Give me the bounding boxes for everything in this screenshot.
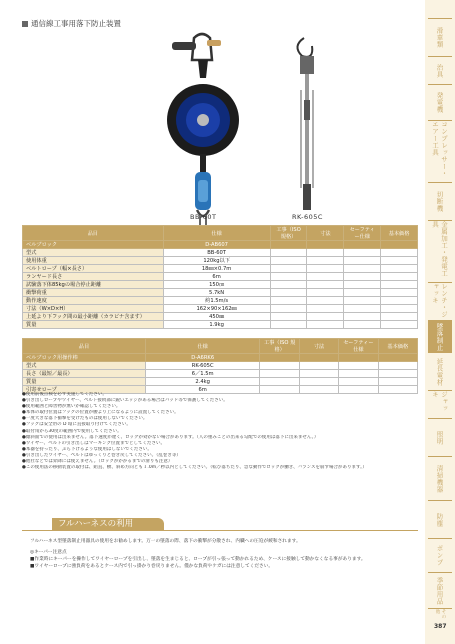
- table-subheader-row: [23, 354, 418, 362]
- spec-label: 引寄せロープ: [23, 386, 146, 394]
- side-index-tabs: [425, 0, 455, 644]
- table-row: [23, 265, 418, 273]
- tab-pumps[interactable]: [428, 538, 452, 572]
- table-header-cell: 寸法: [299, 339, 338, 354]
- banner-title: フルハーネスの利用: [52, 518, 164, 531]
- spec-label: 動作速度: [23, 297, 164, 305]
- spec-value: 約1.5m/s: [163, 297, 270, 305]
- table-subheader-row: [23, 241, 418, 249]
- product-code: D-AB607: [163, 241, 270, 249]
- body-line: フルハーネス型墜落制止用器具の使用をお勧めします。万一の墜落の際、落下の衝撃が分散され、内臓への圧迫が緩和されます。: [30, 539, 301, 544]
- tab-label: 発電機: [435, 92, 444, 113]
- table-row: [23, 281, 418, 289]
- product-code: D-A6RK6: [145, 354, 260, 362]
- spec-value: 450㎜: [163, 313, 270, 321]
- tab-metal-tools[interactable]: [428, 220, 452, 282]
- tab-label: 延長電材: [435, 357, 444, 386]
- tab-jacks[interactable]: [428, 390, 452, 418]
- spec-value: 18㎜×0.7m: [163, 265, 270, 273]
- tab-label: ポンプ: [435, 545, 444, 566]
- tab-cleaning[interactable]: [428, 456, 452, 500]
- spec-value: 5.7kN: [163, 289, 270, 297]
- table-row: [23, 297, 418, 305]
- tab-generators[interactable]: [428, 84, 452, 120]
- note-line: ●ワイヤー、ベルトの引き出しはマーキング位置までとしてください。: [22, 440, 165, 446]
- spec-label: 試験落下体85kgの場合停止距離: [23, 281, 164, 289]
- table-row: [23, 257, 418, 265]
- note-line: ●取付角から30度の範囲内で使用してください。: [22, 428, 122, 434]
- table-header-cell: 仕様: [145, 339, 260, 354]
- spec-value: 1.9kg: [163, 321, 270, 329]
- tab-label: 滑車類: [435, 27, 444, 48]
- spec-value: RK-605C: [145, 362, 260, 370]
- product-illustrations: [22, 30, 418, 225]
- spec-value: 150㎝: [163, 281, 270, 289]
- tab-other[interactable]: [428, 608, 452, 622]
- spec-value: 6m: [163, 273, 270, 281]
- full-harness-banner: [22, 518, 418, 531]
- table-header-cell: 寸法: [307, 226, 344, 241]
- note-line: ●本器を持ったり、ぶら下げるような使用はしないでください。: [22, 446, 152, 452]
- spec-table-bb60t: [22, 225, 418, 329]
- spec-value: BB-60T: [163, 249, 270, 257]
- tab-label: ジャッキ: [431, 391, 448, 412]
- note-line: ●使用範囲と障害物が無いか確認してください。: [22, 404, 121, 410]
- table-header-cell: 工事（ISO 規格）: [270, 226, 307, 241]
- note-line: ●引き出したワイヤー、ベルトはゆっくりと巻き戻してください。（乱巻き等）: [22, 452, 181, 458]
- product-name-rk605c: RK-605C: [292, 213, 323, 221]
- note-line: ●フックは安全帯の D 環に直接取り付けてください。: [22, 422, 131, 428]
- note-line: ●引き出しロープやワイヤー、ベルト接続部に鋭いエッジがある場合はパッド等で保護してください。: [22, 398, 228, 404]
- table-header-row: [23, 339, 418, 354]
- section-heading: [22, 18, 121, 29]
- spec-label: 上延より下フック間の最小距離（カラビナ含ます）: [23, 313, 164, 321]
- note-line: ●本体の取付位置はフックの位置が腰より上になるように設置してください。: [22, 410, 179, 416]
- tab-label: 墜落制止: [435, 322, 444, 351]
- table-header-cell: 基本価格: [381, 226, 418, 241]
- spec-label: 寸法（W×D×H）: [23, 305, 164, 313]
- spec-value: 6m: [145, 386, 260, 394]
- tab-wrenches[interactable]: [428, 282, 452, 320]
- tab-label: コンプレッサー・エアー工具: [431, 121, 448, 177]
- spec-label: 衝撃荷重: [23, 289, 164, 297]
- tab-label: 照明: [435, 430, 444, 445]
- square-bullet-icon: [22, 21, 28, 27]
- table-row: [23, 313, 418, 321]
- tab-lighting[interactable]: [428, 418, 452, 456]
- note-line: ●一度大きな落下衝撃を受けたものは使用しないでください。: [22, 416, 148, 422]
- body-line: ■ワイヤーロープに強負荷をあるとケース内で引っ掛かり巻戻りません。僅かな負荷やケガには注意してください。: [30, 564, 274, 569]
- product-category: ベルブロック用操作棒: [23, 354, 146, 362]
- table-row: [23, 305, 418, 313]
- tab-extension-cords[interactable]: [428, 352, 452, 390]
- table-row: [23, 289, 418, 297]
- body-line: ■作業時にキーパーを操作してワイヤーロープを引出し、墜落を生まじると、ロープが引っ張って動かれるため、ケースに接触して動かなくなる事があります。: [30, 557, 366, 562]
- table-header-cell: セーフティー仕様: [339, 339, 378, 354]
- table-header-cell: 仕様: [163, 226, 270, 241]
- tab-cutters[interactable]: [428, 182, 452, 220]
- tab-label: 切断機: [435, 191, 444, 212]
- table-row: [23, 370, 418, 378]
- spec-value: 162×90×162㎜: [163, 305, 270, 313]
- spec-value: 2.4kg: [145, 378, 260, 386]
- tab-fall-arrest[interactable]: [428, 320, 452, 352]
- page-number: 387: [434, 623, 447, 630]
- body-line: ◎キーパー注意点: [30, 550, 67, 555]
- tab-label: 治具: [435, 63, 444, 78]
- tab-pulleys[interactable]: [428, 18, 452, 56]
- spec-label: ベルトロープ（幅×長さ）: [23, 265, 164, 273]
- spec-table-rk605c: [22, 338, 418, 394]
- spec-label: 使用体重: [23, 257, 164, 265]
- tab-label: 季節用品: [435, 576, 444, 605]
- note-line: ●この使用法の移動装置の取付は、鉛直、横、斜め方向とも１.0m／秒以内としてください。（転び落ちたり、急な動作でロックが働き、バランスを崩す場合があります。）: [22, 465, 367, 471]
- belt-block-device-image: [22, 30, 418, 225]
- usage-notes: [22, 392, 418, 471]
- table-header-cell: 基本価格: [378, 339, 417, 354]
- section-title-text: 通信線工事用落下防止装置: [31, 19, 121, 28]
- note-line: ●使用前後点検を必ず実施してください。: [22, 392, 107, 397]
- table-header-cell: 品目: [23, 226, 164, 241]
- spec-value: 6／1.5m: [145, 370, 260, 378]
- tab-seasonal[interactable]: [428, 572, 452, 608]
- spec-value: 120kg以下: [163, 257, 270, 265]
- tab-jigs[interactable]: [428, 56, 452, 84]
- table-row: [23, 321, 418, 329]
- spec-label: ランヤード長さ: [23, 273, 164, 281]
- table-row: [23, 249, 418, 257]
- spec-label: 質量: [23, 321, 164, 329]
- tab-label: 防塵: [435, 512, 444, 527]
- table-row: [23, 273, 418, 281]
- note-line: ●他社などでは昇降には使えません。（ロックがかかるまでの滑りも注意）: [22, 459, 173, 465]
- product-category: ベルブロック: [23, 241, 164, 249]
- table-row: [23, 378, 418, 386]
- note-line: ●傾斜面での使用は出来ません。落下速度が遅く、ロックが効かない場合があります。（人の重みことの出来る勾配での使用は落下に出来ません。）: [22, 434, 319, 440]
- tab-dust[interactable]: [428, 500, 452, 538]
- spec-label: 長さ（最短／最長）: [23, 370, 146, 378]
- tab-label: レンチ・ジャッキ: [431, 283, 448, 318]
- full-harness-body: [30, 538, 420, 570]
- spec-label: 質量: [23, 378, 146, 386]
- spec-label: 型式: [23, 362, 146, 370]
- tab-label: 金属加工・発電工具: [431, 221, 448, 277]
- product-name-bb60t: BB-60T: [190, 213, 217, 221]
- tab-compressors[interactable]: [428, 120, 452, 182]
- tab-label: 清掃機器: [435, 464, 444, 493]
- table-header-cell: 工事（ISO 規格）: [260, 339, 299, 354]
- table-header-cell: セーフティー仕様: [344, 226, 381, 241]
- table-header-cell: 品目: [23, 339, 146, 354]
- spec-label: 型式: [23, 249, 164, 257]
- table-row: [23, 362, 418, 370]
- tab-label: その他: [435, 609, 446, 619]
- table-header-row: [23, 226, 418, 241]
